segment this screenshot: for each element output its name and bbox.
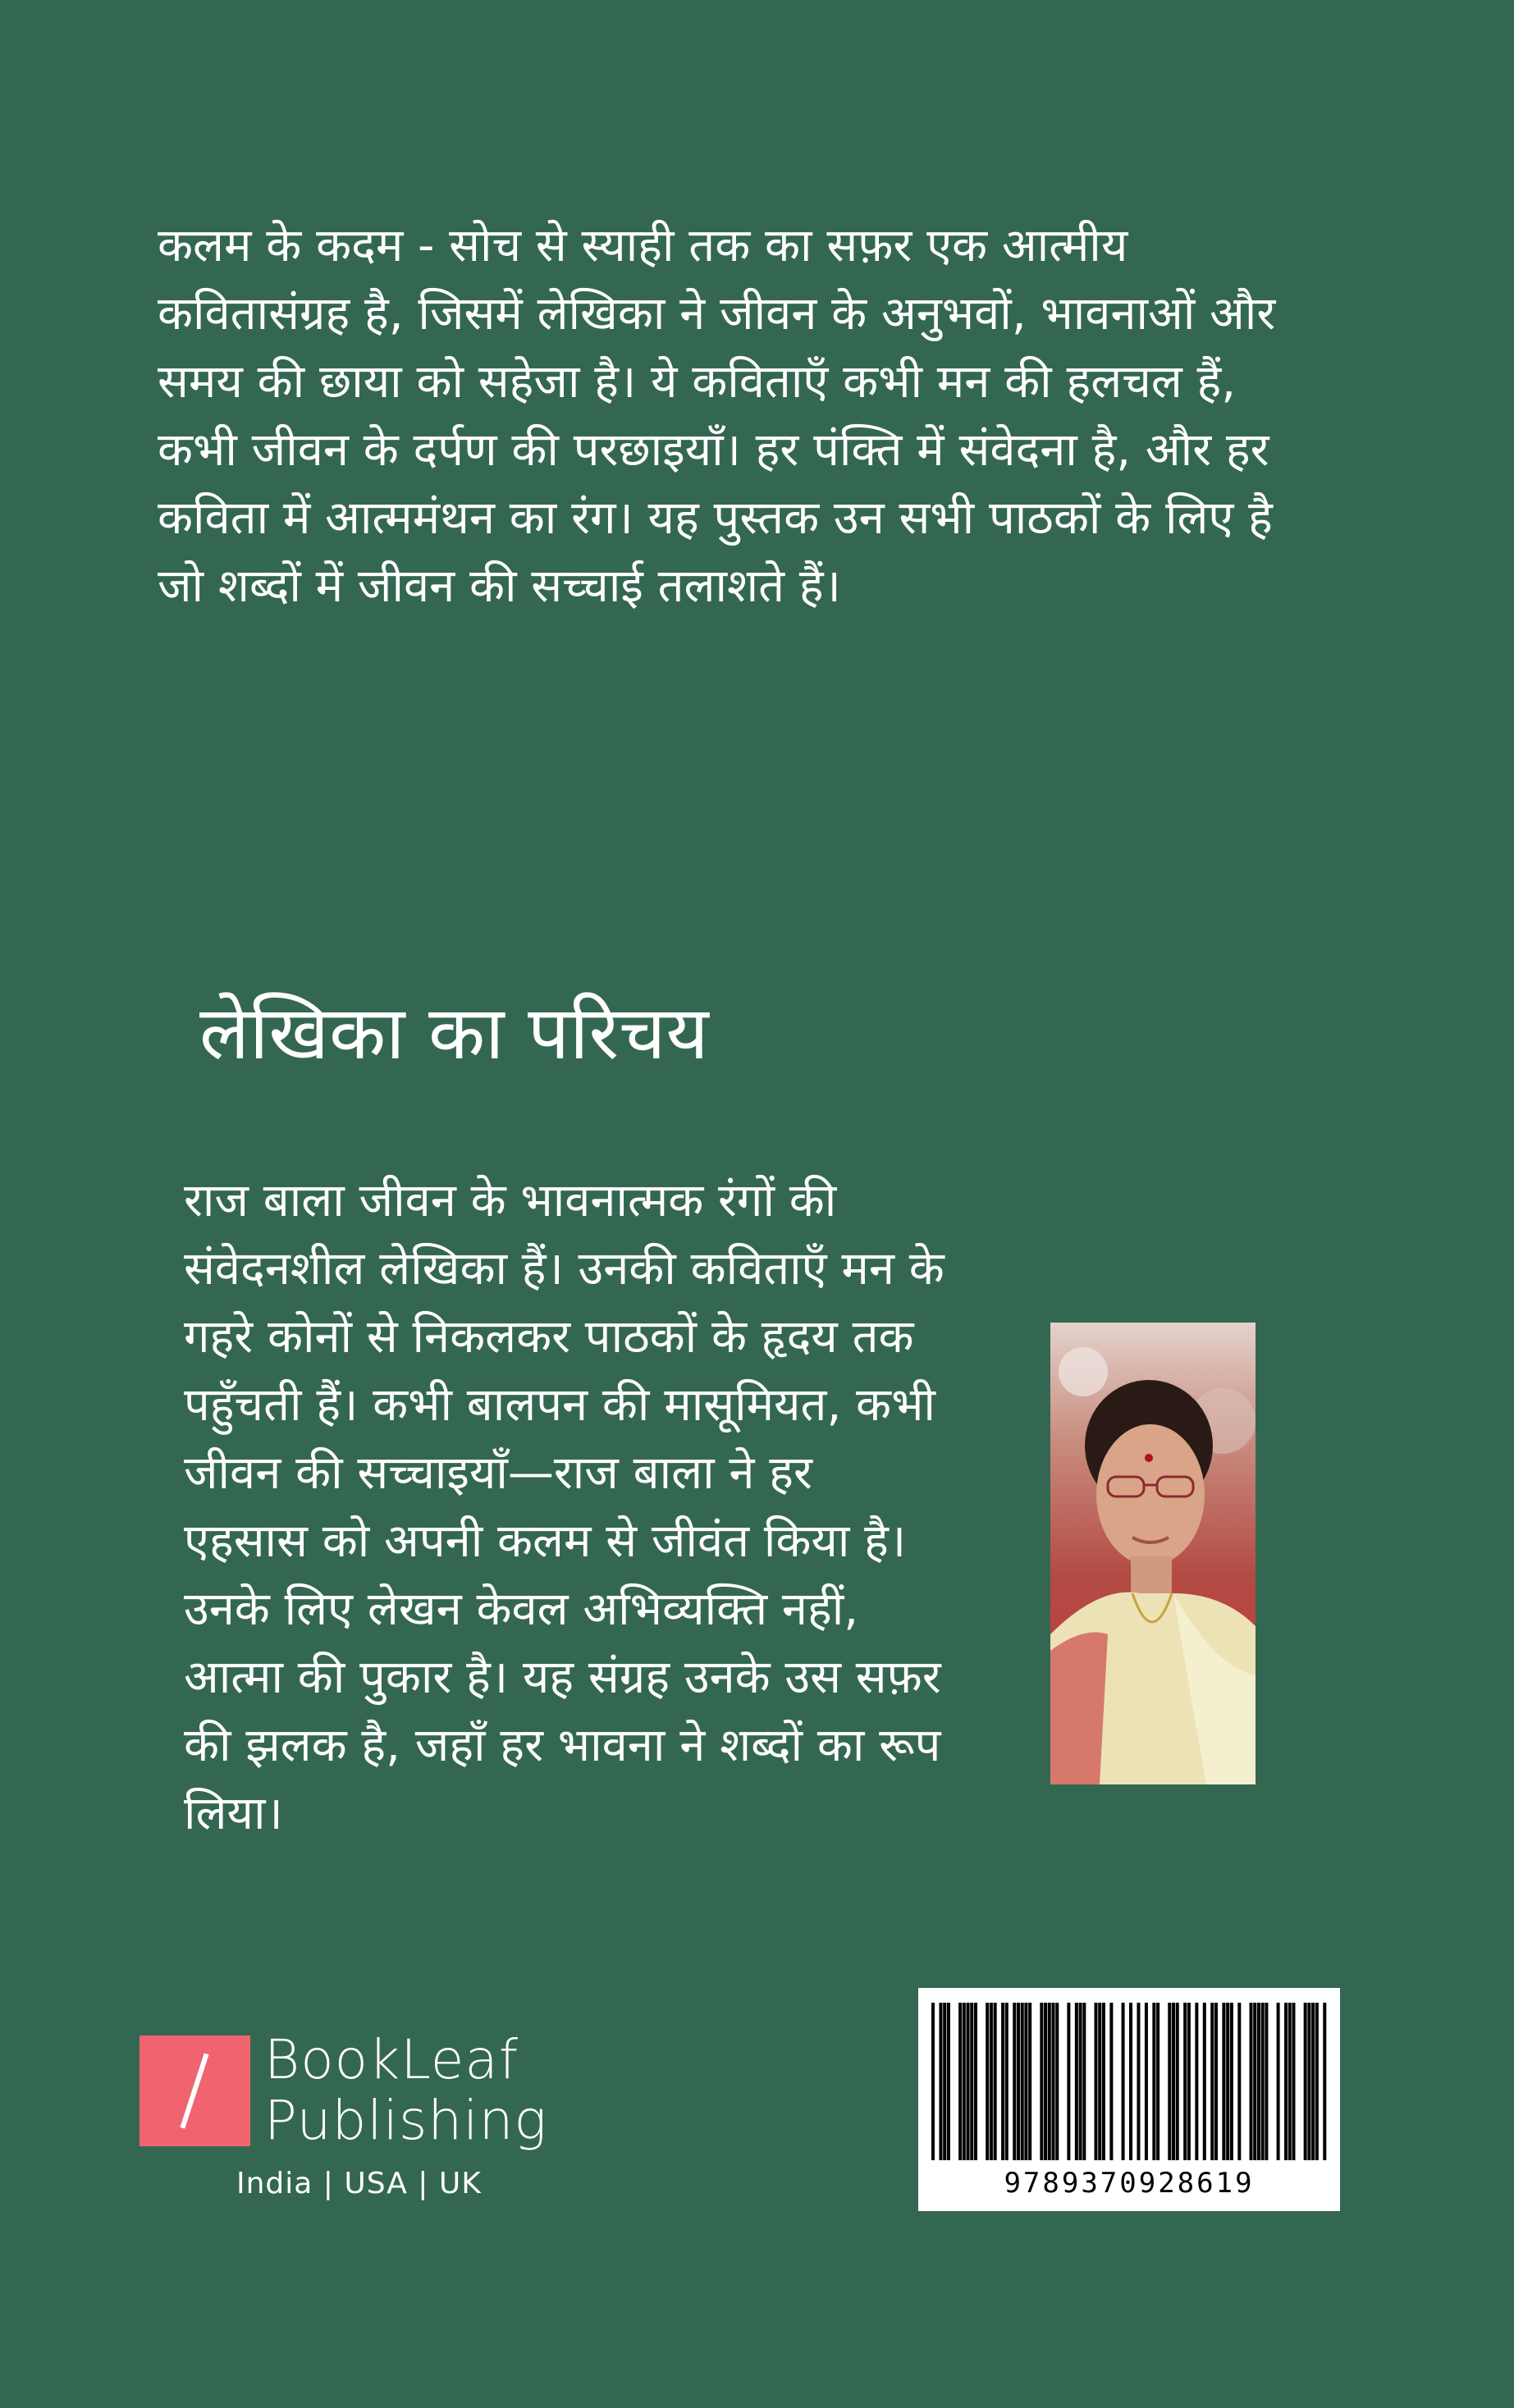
barcode-bar-7 (970, 2003, 973, 2160)
barcode-bar-19 (1040, 2003, 1043, 2160)
barcode-bar-44 (1203, 2003, 1206, 2160)
barcode-bar-59 (1292, 2003, 1295, 2160)
isbn-barcode (918, 1988, 1340, 2211)
isbn-number: 9789370928619 (1004, 2167, 1255, 2200)
barcode-bar-50 (1237, 2003, 1241, 2160)
barcode-bar-40 (1176, 2003, 1179, 2160)
barcode-bar-26 (1079, 2003, 1082, 2160)
book-blurb: कलम के कदम - सोच से स्याही तक का सफ़र एक आत्मीय कवितासंग्रह है, जिसमें लेखिका ने जीवन के अनुभवों, भावनाओं और समय की छाया को सहेजा है। ये कविताएँ कभी मन की हलचल हैं, कभी जीवन के दर्पण की परछाइयाँ। हर पंक्ति में संवेदना है, और हर कविता में आत्ममंथन का रंग। यह पुस्तक उन सभी पाठकों के लिए है जो शब्दों में जीवन की सच्चाई तलाशते हैं। (158, 219, 1276, 613)
barcode-bar-34 (1137, 2003, 1140, 2160)
barcode-bar-4 (958, 2003, 962, 2160)
barcode-bar-14 (1013, 2003, 1016, 2160)
barcode-bar-27 (1082, 2003, 1086, 2160)
publisher-name-line2: Publishing (264, 2089, 548, 2152)
barcode-bar-11 (994, 2003, 997, 2160)
barcode-bar-32 (1122, 2003, 1125, 2160)
barcode-bar-33 (1129, 2003, 1132, 2160)
barcode-bar-5 (963, 2003, 966, 2160)
barcode-bar-10 (990, 2003, 993, 2160)
barcode-bar-31 (1109, 2003, 1113, 2160)
barcode-bar-29 (1098, 2003, 1101, 2160)
barcode-bar-52 (1253, 2003, 1256, 2160)
barcode-bar-49 (1230, 2003, 1233, 2160)
barcode-bar-42 (1187, 2003, 1191, 2160)
barcode-bar-16 (1021, 2003, 1024, 2160)
barcode-bar-41 (1183, 2003, 1187, 2160)
barcode-bar-18 (1028, 2003, 1031, 2160)
barcode-bar-51 (1249, 2003, 1252, 2160)
barcode-bar-47 (1222, 2003, 1225, 2160)
barcode-bar-61 (1307, 2003, 1310, 2160)
barcode-bar-28 (1094, 2003, 1097, 2160)
barcode-bar-62 (1311, 2003, 1315, 2160)
barcode-bar-60 (1304, 2003, 1307, 2160)
barcode-bar-63 (1315, 2003, 1319, 2160)
barcode-bar-3 (947, 2003, 950, 2160)
barcode-bar-38 (1168, 2003, 1171, 2160)
barcode-bar-53 (1257, 2003, 1260, 2160)
barcode-bar-57 (1284, 2003, 1288, 2160)
publisher-regions: India | USA | UK (236, 2167, 482, 2200)
barcode-bar-58 (1288, 2003, 1292, 2160)
barcode-bars (931, 2003, 1327, 2160)
barcode-bar-45 (1210, 2003, 1214, 2160)
barcode-bar-22 (1051, 2003, 1054, 2160)
barcode-bar-35 (1145, 2003, 1148, 2160)
barcode-bar-48 (1226, 2003, 1229, 2160)
barcode-bar-1 (939, 2003, 942, 2160)
barcode-bar-25 (1075, 2003, 1078, 2160)
barcode-bar-46 (1214, 2003, 1218, 2160)
barcode-bar-54 (1261, 2003, 1265, 2160)
barcode-bar-39 (1172, 2003, 1175, 2160)
barcode-bar-6 (967, 2003, 970, 2160)
barcode-bar-2 (943, 2003, 946, 2160)
slash-logo-icon (140, 2036, 250, 2146)
barcode-bar-0 (931, 2003, 935, 2160)
barcode-bar-12 (1001, 2003, 1004, 2160)
barcode-bar-36 (1152, 2003, 1155, 2160)
barcode-bar-43 (1195, 2003, 1198, 2160)
barcode-bar-13 (1005, 2003, 1009, 2160)
barcode-bar-20 (1044, 2003, 1047, 2160)
barcode-bar-15 (1017, 2003, 1020, 2160)
barcode-bar-64 (1323, 2003, 1326, 2160)
publisher-name (264, 2030, 547, 2151)
about-author-heading: लेखिका का परिचय (199, 990, 709, 1076)
publisher-logo (140, 2028, 550, 2205)
publisher-name-line1: BookLeaf (264, 2028, 519, 2091)
barcode-bar-24 (1067, 2003, 1070, 2160)
author-photo (1050, 1323, 1256, 1784)
barcode-bar-17 (1024, 2003, 1027, 2160)
barcode-bar-9 (986, 2003, 989, 2160)
barcode-bar-23 (1055, 2003, 1059, 2160)
barcode-bar-56 (1277, 2003, 1280, 2160)
barcode-bar-21 (1048, 2003, 1051, 2160)
author-bio: राज बाला जीवन के भावनात्मक रंगों की संवेदनशील लेखिका हैं। उनकी कविताएँ मन के गहरे कोनों से निकलकर पाठकों के हृदय तक पहुँचती हैं। कभी बालपन की मासूमियत, कभी जीवन की सच्चाइयाँ—राज बाला ने हर एहसास को अपनी कलम से जीवंत किया है। उनके लिए लेखन केवल अभिव्यक्ति नहीं, आत्मा की पुकार है। यह संग्रह उनके उस सफ़र की झलक है, जहाँ हर भावना ने शब्दों का रूप लिया। (184, 1174, 945, 1840)
barcode-bar-8 (974, 2003, 977, 2160)
barcode-bar-37 (1156, 2003, 1160, 2160)
barcode-bar-55 (1265, 2003, 1268, 2160)
barcode-bar-30 (1102, 2003, 1105, 2160)
